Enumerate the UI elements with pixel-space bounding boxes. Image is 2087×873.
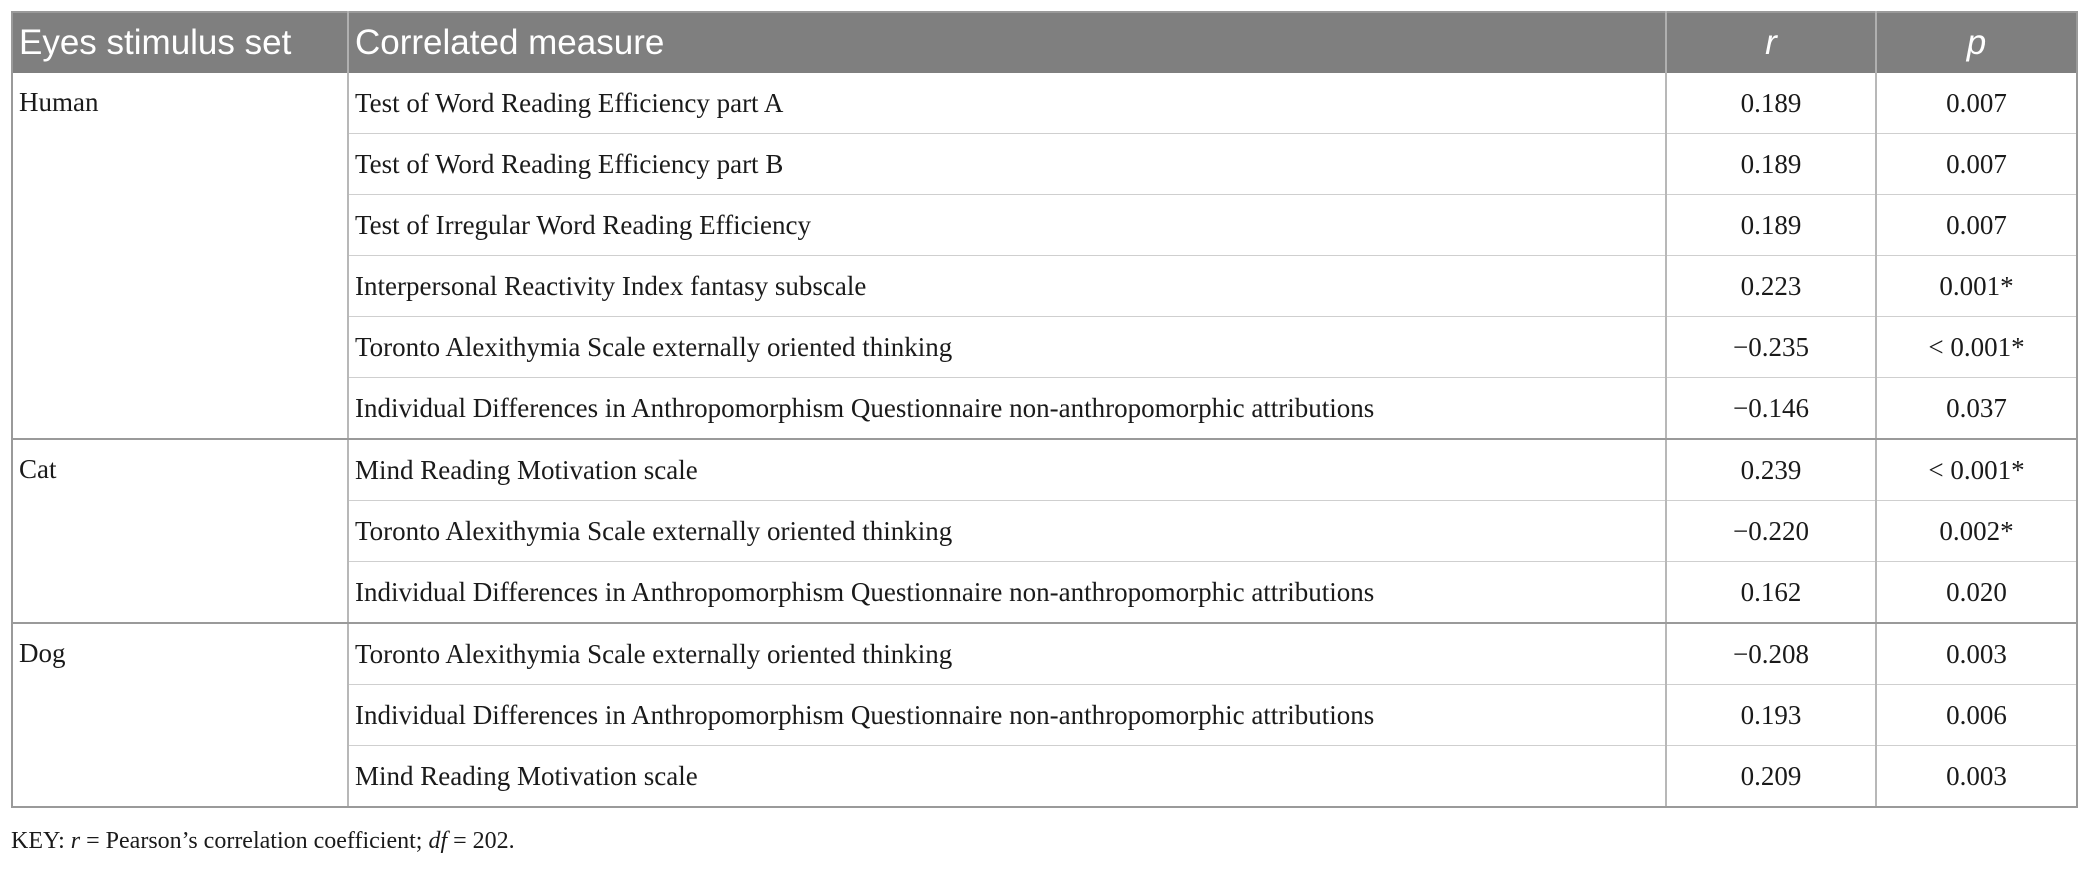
correlation-table-container [11, 11, 2076, 808]
r-cell: 0.239 [1666, 439, 1876, 501]
measure-cell: Test of Word Reading Efficiency part B [348, 134, 1666, 195]
footnote-df-symbol: df [428, 828, 448, 854]
p-cell: 0.020 [1876, 562, 2077, 624]
p-cell: 0.007 [1876, 134, 2077, 195]
p-cell: 0.007 [1876, 73, 2077, 134]
footnote-key-label: KEY: [11, 828, 71, 854]
measure-cell: Toronto Alexithymia Scale externally oriented thinking [348, 317, 1666, 378]
measure-cell: Individual Differences in Anthropomorphism Questionnaire non-anthropomorphic attributions [348, 685, 1666, 746]
measure-cell: Test of Irregular Word Reading Efficiency [348, 195, 1666, 256]
footnote-r-description: = Pearson’s correlation coefficient; [80, 828, 429, 854]
table-body [12, 73, 2077, 807]
measure-cell: Toronto Alexithymia Scale externally oriented thinking [348, 501, 1666, 562]
measure-cell: Individual Differences in Anthropomorphism Questionnaire non-anthropomorphic attributions [348, 562, 1666, 624]
r-cell: −0.146 [1666, 378, 1876, 440]
header-row [12, 12, 2077, 73]
p-cell: < 0.001* [1876, 439, 2077, 501]
r-cell: 0.162 [1666, 562, 1876, 624]
header-r: r [1666, 12, 1876, 73]
measure-cell: Test of Word Reading Efficiency part A [348, 73, 1666, 134]
p-cell: 0.001* [1876, 256, 2077, 317]
r-cell: −0.208 [1666, 623, 1876, 685]
header-p: p [1876, 12, 2077, 73]
header-eyes-stimulus-set: Eyes stimulus set [12, 12, 348, 73]
p-cell: 0.007 [1876, 195, 2077, 256]
footnote-r-symbol: r [70, 828, 81, 854]
header-correlated-measure: Correlated measure [348, 12, 1666, 73]
table-row [12, 623, 2077, 685]
p-cell: 0.037 [1876, 378, 2077, 440]
r-cell: 0.193 [1666, 685, 1876, 746]
r-cell: −0.220 [1666, 501, 1876, 562]
table-footnote [11, 828, 515, 855]
r-cell: 0.209 [1666, 746, 1876, 808]
table-row [12, 439, 2077, 501]
table-header [12, 12, 2077, 73]
group-cell-human: Human [12, 73, 348, 439]
r-cell: 0.189 [1666, 195, 1876, 256]
r-cell: 0.189 [1666, 73, 1876, 134]
p-cell: 0.002* [1876, 501, 2077, 562]
correlation-table [11, 11, 2078, 808]
p-cell: 0.003 [1876, 746, 2077, 808]
r-cell: 0.223 [1666, 256, 1876, 317]
table-row [12, 73, 2077, 134]
r-cell: −0.235 [1666, 317, 1876, 378]
p-cell: 0.003 [1876, 623, 2077, 685]
p-cell: < 0.001* [1876, 317, 2077, 378]
measure-cell: Individual Differences in Anthropomorphism Questionnaire non-anthropomorphic attributions [348, 378, 1666, 440]
r-cell: 0.189 [1666, 134, 1876, 195]
measure-cell: Mind Reading Motivation scale [348, 439, 1666, 501]
p-cell: 0.006 [1876, 685, 2077, 746]
footnote-df-description: = 202. [447, 828, 515, 854]
measure-cell: Toronto Alexithymia Scale externally oriented thinking [348, 623, 1666, 685]
measure-cell: Mind Reading Motivation scale [348, 746, 1666, 808]
group-cell-dog: Dog [12, 623, 348, 807]
group-cell-cat: Cat [12, 439, 348, 623]
measure-cell: Interpersonal Reactivity Index fantasy subscale [348, 256, 1666, 317]
